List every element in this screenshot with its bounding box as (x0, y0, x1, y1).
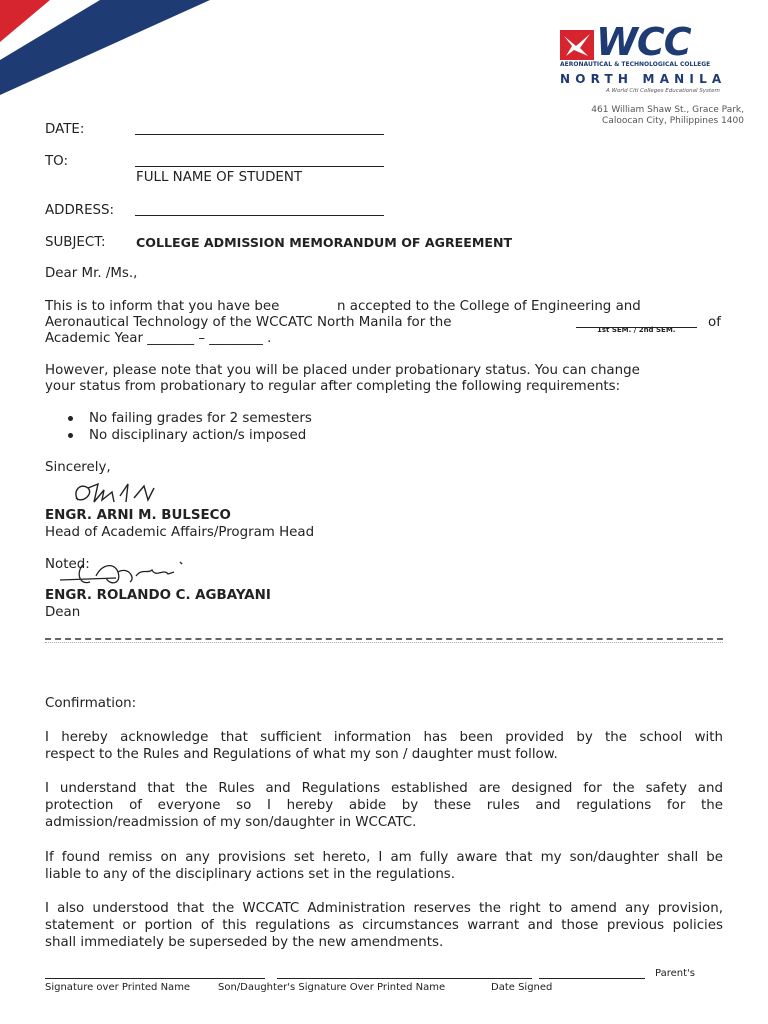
salutation: Dear Mr. /Ms., (45, 266, 138, 281)
paragraph-1-line-3: Academic Year _______ – ________ . (45, 331, 272, 346)
campus-name: NORTH MANILA (560, 72, 727, 86)
corner-stripes (0, 0, 230, 100)
text-line: I hereby acknowledge that sufficient information has been provided by the school with (45, 730, 723, 745)
paragraph-1-of: of (708, 315, 721, 330)
text-line: protection of everyone so I hereby abide by these rules and regulations for the (45, 798, 723, 813)
text-line: I understand that the Rules and Regulations established are designed for the safety and (45, 781, 723, 796)
address-label: ADDRESS: (45, 203, 115, 218)
date-line (135, 134, 384, 135)
confirmation-para-2 (45, 780, 723, 831)
requirement-text: No failing grades for 2 semesters (89, 411, 312, 426)
text-line: I also understood that the WCCATC Administration reserves the right to amend any provision, (45, 901, 723, 916)
address-line (135, 215, 384, 216)
requirement-text: No disciplinary action/s imposed (89, 428, 307, 443)
semester-note: 1st SEM. / 2nd SEM. (597, 326, 676, 334)
logo-tagline: A World Citi Colleges Educational System (606, 88, 720, 94)
subject-label: SUBJECT: (45, 235, 106, 250)
date-label: DATE: (45, 122, 85, 137)
paragraph-2-line-1: However, please note that you will be placed under probationary status. You can change (45, 363, 640, 378)
text-line: admission/readmission of my son/daughter in WCCATC. (45, 815, 417, 830)
student-name-caption: FULL NAME OF STUDENT (136, 170, 303, 185)
text-line: respect to the Rules and Regulations of what my son / daughter must follow. (45, 747, 558, 762)
confirmation-para-3 (45, 849, 723, 883)
text-line: statement or portion of this regulations as circumstances warrant and those previous policies (45, 918, 723, 933)
to-label: TO: (45, 154, 68, 169)
text-line: liable to any of the disciplinary actions set in the regulations. (45, 867, 456, 882)
signature-caption-2: Son/Daughter's Signature Over Printed Name (218, 982, 446, 993)
text-line: If found remiss on any provisions set hereto, I am fully aware that my son/daughter shall be (45, 850, 723, 865)
paragraph-2-line-2: your status from probationary to regular after completing the following requirements: (45, 379, 621, 394)
college-name-line: AERONAUTICAL & TECHNOLOGICAL COLLEGE (560, 61, 711, 68)
subject-value: COLLEGE ADMISSION MEMORANDUM OF AGREEMENT (136, 235, 513, 250)
paragraph-1-line-2: Aeronautical Technology of the WCCATC North Manila for the (45, 315, 452, 330)
confirmation-para-1 (45, 729, 723, 763)
logo-wordmark: WCC (596, 20, 691, 64)
bullet-icon (68, 433, 73, 438)
parents-label: Parent's (655, 968, 695, 979)
closing: Sincerely, (45, 460, 111, 475)
signature-caption-1: Signature over Printed Name (45, 982, 191, 993)
head-name: ENGR. ARNI M. BULSECO (45, 508, 231, 523)
dean-name: ENGR. ROLANDO C. AGBAYANI (45, 588, 271, 603)
text-line: shall immediately be superseded by the new amendments. (45, 935, 444, 950)
paragraph-1-part-b: n accepted to the College of Engineering and (337, 299, 641, 314)
confirmation-para-4 (45, 900, 723, 951)
paragraph-1-part-a: This is to inform that you have bee (45, 299, 280, 314)
signature-caption-3: Date Signed (491, 982, 553, 993)
head-title: Head of Academic Affairs/Program Head (45, 525, 315, 540)
requirement-item (68, 427, 306, 444)
cut-line-divider-shadow (45, 642, 723, 643)
to-line (135, 166, 384, 167)
cut-line-divider (45, 638, 723, 640)
requirement-item (68, 410, 312, 427)
eagle-emblem-icon (560, 30, 594, 60)
student-signature-line (277, 978, 532, 979)
noted-label: Noted: (45, 557, 90, 572)
head-signature (68, 478, 158, 510)
college-logo (560, 20, 744, 98)
bullet-icon (68, 416, 73, 421)
parent-signature-line (45, 978, 265, 979)
school-address (540, 105, 744, 127)
address-line-1: 461 William Shaw St., Grace Park, (591, 105, 744, 115)
confirmation-heading: Confirmation: (45, 696, 137, 711)
dean-title: Dean (45, 605, 81, 620)
address-line-2: Caloocan City, Philippines 1400 (602, 116, 744, 126)
date-signed-line (539, 978, 645, 979)
